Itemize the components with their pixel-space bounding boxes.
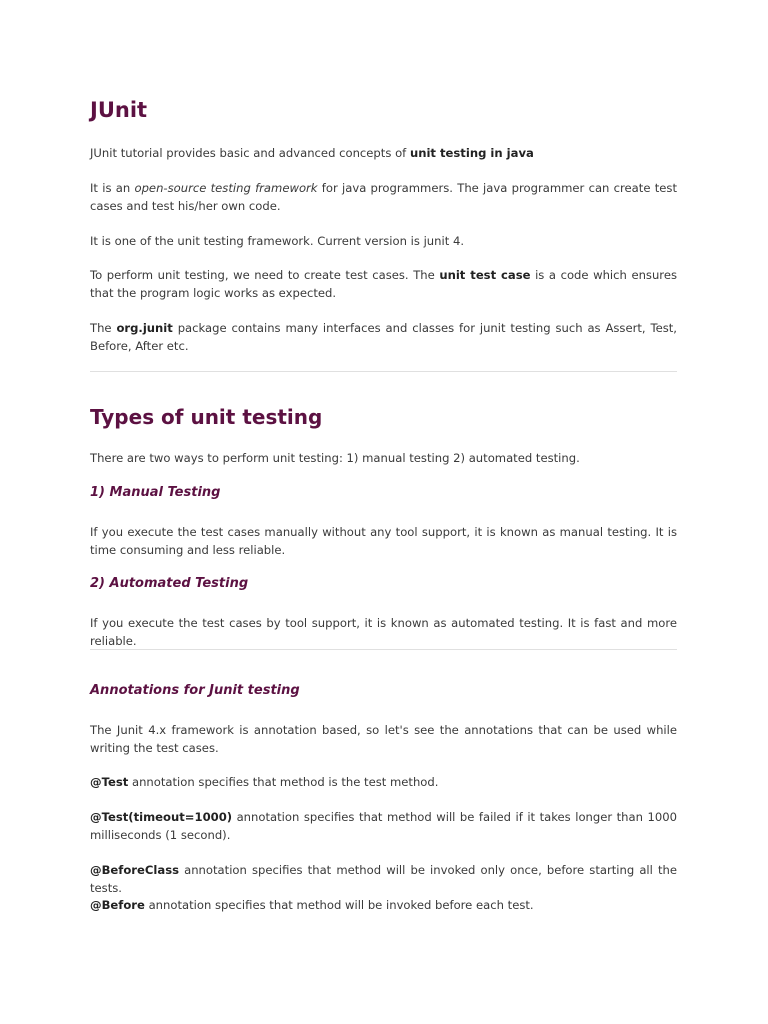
section-divider [90, 371, 677, 372]
automated-testing-heading: 2) Automated Testing [90, 576, 249, 591]
junit-intro-paragraph [90, 145, 677, 163]
text-span: To perform unit testing, we need to create test cases. The [90, 268, 440, 282]
text-span: It is an [90, 181, 135, 195]
annotation-name: @Test [90, 775, 129, 789]
annotation-item [90, 862, 677, 897]
annotation-name: @Before [90, 898, 145, 912]
annotation-item [90, 774, 677, 792]
annotation-description: annotation specifies that method is the test method. [128, 775, 439, 789]
org-junit-paragraph [90, 320, 677, 355]
annotation-item [90, 809, 677, 844]
annotation-name: @BeforeClass [90, 863, 179, 877]
text-span: is a code which ensures that the program logic works as expected. [90, 268, 677, 300]
bold-text: unit testing in java [409, 146, 534, 160]
manual-testing-heading: 1) Manual Testing [90, 485, 221, 500]
unit-test-case-paragraph [90, 267, 677, 302]
junit-title: JUnit [90, 98, 148, 122]
junit-version-paragraph: It is one of the unit testing framework. Current version is junit 4. [90, 234, 465, 248]
manual-testing-paragraph: If you execute the test cases manually without any tool support, it is known as manual testing. It is time consuming and less reliable. [90, 525, 677, 557]
types-title: Types of unit testing [90, 405, 323, 429]
annotations-heading: Annotations for Junit testing [90, 683, 300, 698]
annotation-description: annotation specifies that method will be failed if it takes longer than 1000 milliseconds (1 second). [90, 810, 677, 842]
junit-open-source-paragraph [90, 180, 677, 215]
types-intro-paragraph: There are two ways to perform unit testing: 1) manual testing 2) automated testing. [90, 451, 580, 465]
text-span: The [90, 321, 117, 335]
section-divider [90, 649, 677, 650]
italic-text: open-source testing framework [134, 181, 318, 195]
annotation-description: annotation specifies that method will be invoked before each test. [144, 898, 534, 912]
annotations-intro-paragraph: The Junit 4.x framework is annotation based, so let's see the annotations that can be used while writing the test cases. [90, 723, 677, 755]
text-span: JUnit tutorial provides basic and advanced concepts of [90, 146, 410, 160]
bold-text: unit test case [439, 268, 531, 282]
annotation-name: @Test(timeout=1000) [90, 810, 233, 824]
annotation-item [90, 897, 677, 915]
automated-testing-paragraph: If you execute the test cases by tool support, it is known as automated testing. It is fast and more reliable. [90, 616, 677, 648]
annotation-description: annotation specifies that method will be invoked only once, before starting all the tests. [90, 863, 677, 895]
text-span: package contains many interfaces and classes for junit testing such as Assert, Test, Before, After etc. [90, 321, 677, 353]
bold-text: org.junit [116, 321, 173, 335]
text-span: for java programmers. The java programmer can create test cases and test his/her own code. [90, 181, 677, 213]
